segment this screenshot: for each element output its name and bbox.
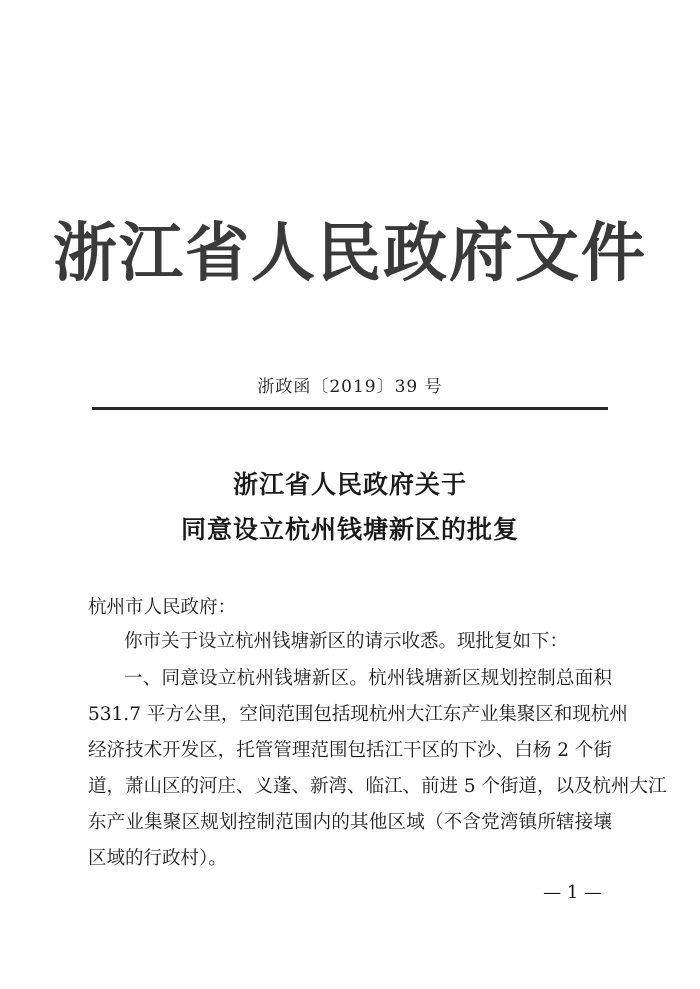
paragraph-line: 区域的行政村）。 [88,848,227,869]
document-title-line-2: 同意设立杭州钱塘新区的批复 [180,515,519,544]
header-divider [92,407,608,410]
paragraph-line: 道，萧山区的河庄、义蓬、新湾、临江、前进 5 个街道，以及杭州大江 [88,776,667,797]
paragraph-line: 东产业集聚区规划控制范围内的其他区域（不含党湾镇所辖接壤 [88,812,612,833]
paragraph-approval [88,661,667,877]
document-title-line-1: 浙江省人民政府关于 [232,470,467,499]
page-number: — 1 — [543,882,602,903]
paragraph-line: 经济技术开发区，托管管理范围包括江干区的下沙、白杨 2 个街 [88,740,612,761]
document-masthead: 浙江省人民政府文件 [53,216,647,291]
paragraph-line: 531.7 平方公里，空间范围包括现杭州大江东产业集聚区和现杭州 [88,704,628,725]
salutation: 杭州市人民政府： [88,597,237,618]
paragraph-line: 一、同意设立杭州钱塘新区。杭州钱塘新区规划控制总面积 [124,668,612,689]
document-number: 浙政函〔2019〕39 号 [257,377,443,397]
paragraph-intro: 你市关于设立杭州钱塘新区的请示收悉。现批复如下： [124,631,569,652]
